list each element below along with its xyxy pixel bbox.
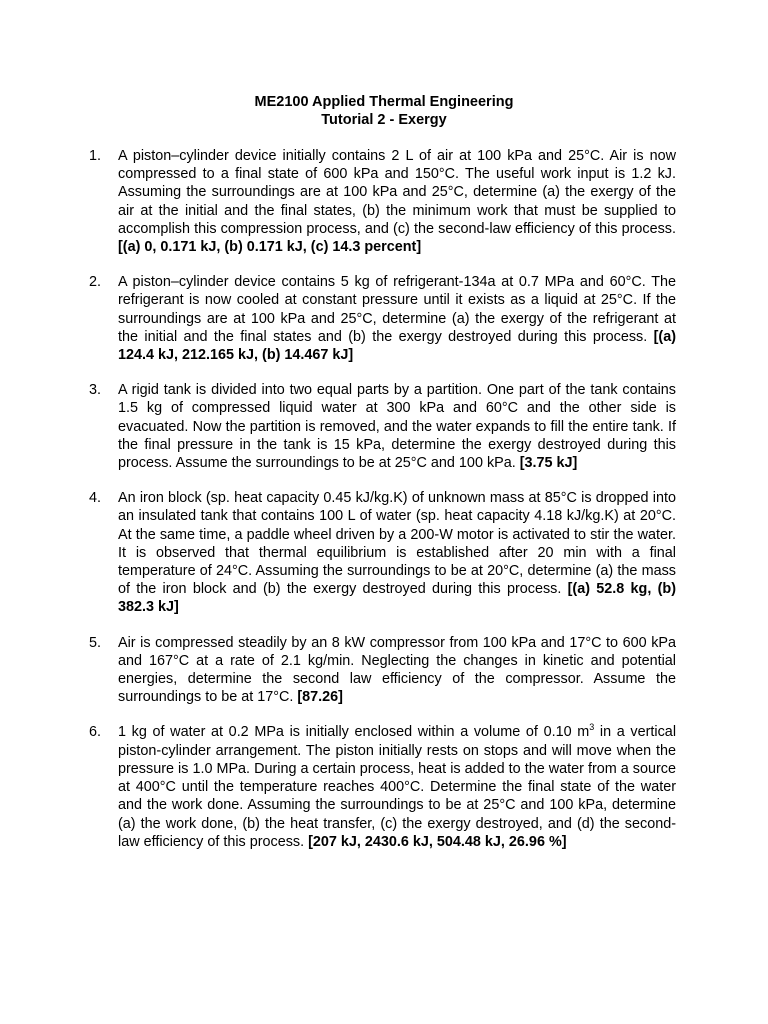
question-1	[89, 147, 676, 256]
question-number: 3.	[89, 382, 102, 399]
question-answer: [87.26]	[297, 689, 343, 706]
question-answer: [3.75 kJ]	[519, 455, 578, 472]
question-text-after-superscript: in a vertical piston-cylinder arrangement. The piston initially rests on stops and will move when the pressure is 1.0 MPa. During a certain process, heat is added to the water from a source at 400°C until the temperature reaches 400°C. Determine the final state of the water and the work done. Assuming the surroundings to be at 25°C and 100 kPa, determine (a) the work done, (b) the heat transfer, (c) the exergy destroyed, and (d) the second-law efficiency of this process.	[118, 724, 677, 850]
question-number: 5.	[89, 634, 102, 651]
question-text: An iron block (sp. heat capacity 0.45 kJ/kg.K) of unknown mass at 85°C is dropped into an insulated tank that contains 100 L of water (sp. heat capacity 4.18 kJ/kg.K) at 20°C. At the same time, a paddle wheel driven by a 200-W motor is activated to stir the water. It is observed that thermal equilibrium is established after 20 min with a final temperature of 24°C. Assuming the surroundings to be at 20°C, determine (a) the mass of the iron block and (b) the exergy destroyed during this process.	[118, 490, 676, 598]
question-3	[89, 381, 676, 472]
question-6	[89, 722, 677, 850]
question-text: Air is compressed steadily by an 8 kW compressor from 100 kPa and 17°C to 600 kPa and 167°C at a rate of 2.1 kg/min. Neglecting the changes in kinetic and potential energies, determine the second law efficiency of the compressor. Assume the surroundings to be at 17°C.	[118, 634, 676, 706]
question-number: 6.	[89, 724, 102, 741]
question-answer: [207 kJ, 2430.6 kJ, 504.48 kJ, 26.96 %]	[308, 833, 567, 850]
question-answer: [(a) 0, 0.171 kJ, (b) 0.171 kJ, (c) 14.3 percent]	[118, 239, 422, 256]
question-number: 1.	[89, 148, 102, 164]
question-text: A piston–cylinder device contains 5 kg of refrigerant-134a at 0.7 MPa and 60°C. The refrigerant is now cooled at constant pressure until it exists as a liquid at 25°C. If the surroundings are at 100 kPa and 25°C, determine (a) the exergy of the refrigerant at the initial and the final states and (b) the exergy destroyed during this process.	[118, 274, 676, 345]
question-number: 2.	[89, 274, 102, 291]
question-5	[89, 634, 676, 707]
question-text: A piston–cylinder device initially contains 2 L of air at 100 kPa and 25°C. Air is now compressed to a final state of 600 kPa and 150°C. The useful work input is 1.2 kJ. Assuming the surroundings are at 100 kPa and 25°C, determine (a) the exergy of the air at the initial and the final states, (b) the minimum work that must be supplied to accomplish this compression process, and (c) the second-law efficiency of this process.	[118, 148, 676, 237]
question-2	[89, 273, 676, 364]
question-4	[89, 489, 676, 616]
superscript-3: 3	[589, 722, 595, 733]
question-answer: [(a) 52.8 kg, (b) 382.3 kJ]	[118, 581, 676, 616]
document-title: ME2100 Applied Thermal Engineering	[254, 94, 514, 110]
question-text-before-superscript: 1 kg of water at 0.2 MPa is initially enclosed within a volume of 0.10 m	[118, 724, 590, 741]
question-number: 4.	[89, 490, 102, 507]
document-subtitle: Tutorial 2 - Exergy	[321, 112, 447, 128]
question-text: A rigid tank is divided into two equal parts by a partition. One part of the tank contains 1.5 kg of compressed liquid water at 300 kPa and 60°C and the other side is evacuated. Now the partition is removed, and the water expands to fill the entire tank. If the final pressure in the tank is 15 kPa, determine the exergy destroyed during this process. Assume the surroundings to be at 25°C and 100 kPa.	[118, 382, 676, 472]
question-list	[0, 147, 768, 851]
document-header	[0, 93, 768, 129]
question-answer: [(a) 124.4 kJ, 212.165 kJ, (b) 14.467 kJ]	[118, 328, 676, 364]
